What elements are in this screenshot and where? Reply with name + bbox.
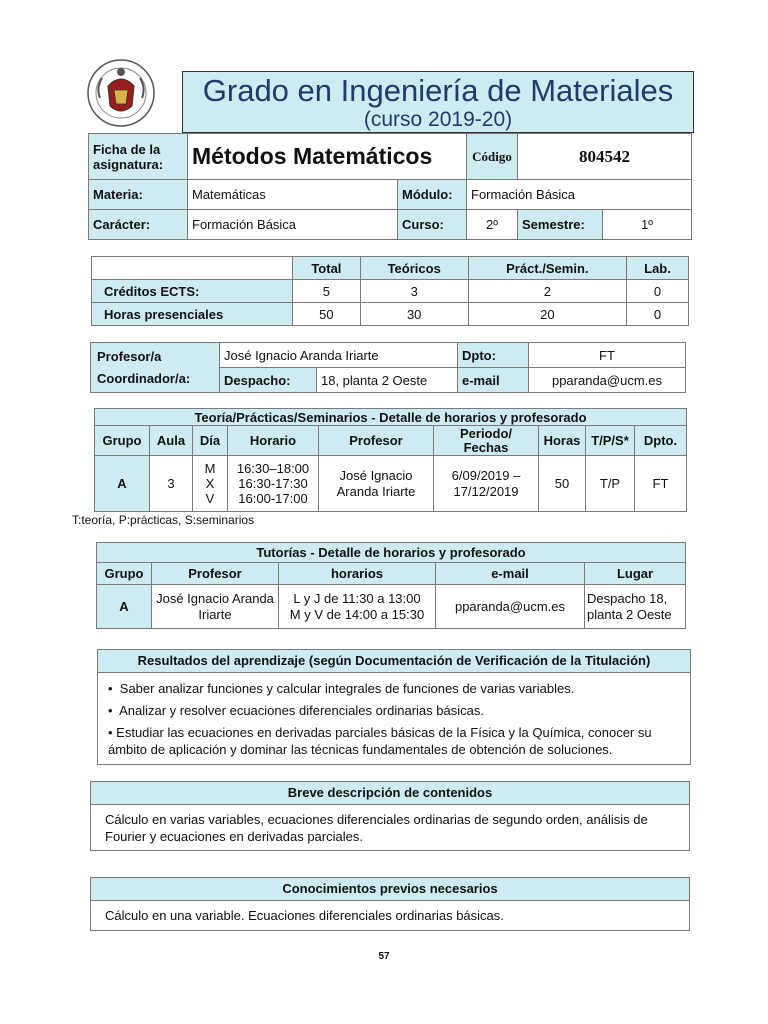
caracter-value: Formación Básica [188,210,398,240]
credits-cell: 5 [293,280,361,303]
university-seal-icon [86,58,156,128]
schedule-legend: T:teoría, P:prácticas, S:seminarios [72,513,255,527]
materia-value: Matemáticas [188,180,398,210]
credits-header: Lab. [627,257,689,280]
subject-name: Métodos Matemáticos [192,143,433,169]
credits-header: Teóricos [360,257,468,280]
schedule-type: T/P [586,456,635,512]
credits-cell: 30 [360,303,468,326]
credits-header: Total [293,257,361,280]
content-description-box [90,781,690,851]
schedule-time: 16:30-17:30 [238,476,308,491]
tutoring-group: A [97,585,152,629]
schedule-group: A [95,456,150,512]
subject-code: 804542 [518,134,692,180]
schedule-header: Periodo/ Fechas [434,426,539,456]
credits-row-label: Créditos ECTS: [92,280,293,303]
schedule-hours: 50 [539,456,586,512]
schedule-header: Día [193,426,228,456]
schedule-day: X [205,476,215,491]
label-email: e-mail [458,368,529,393]
coordinator-office: 18, planta 2 Oeste [317,368,458,393]
label-ficha: Ficha de la asignatura: [89,134,188,180]
schedule-room: 3 [150,456,193,512]
learning-outcome-item: • Estudiar las ecuaciones en derivadas parciales básicas de la Física y la Química, conocer su ámbito de aplicación y dominar las técnicas fundamentales de obtención de soluciones. [108,725,652,757]
content-description-title: Breve descripción de contenidos [91,782,689,805]
modulo-value: Formación Básica [467,180,692,210]
label-dpto: Dpto: [458,343,529,368]
curso-value: 2º [467,210,518,240]
prerequisites-text: Cálculo en una variable. Ecuaciones diferenciales ordinarias básicas. [105,908,504,923]
label-semestre: Semestre: [518,210,603,240]
credits-cell: 20 [468,303,626,326]
schedule-dept: FT [635,456,687,512]
schedule-header: T/P/S* [586,426,635,456]
tutoring-header: horarios [279,563,436,585]
degree-banner [182,71,694,133]
schedule-day: V [205,491,215,506]
credits-row-label: Horas presenciales [92,303,293,326]
label-despacho: Despacho: [220,368,317,393]
schedule-header: Horas [539,426,586,456]
credits-cell: 50 [293,303,361,326]
course-year: (curso 2019-20) [363,108,513,131]
coordinator-dpto: FT [529,343,686,368]
prerequisites-box [90,877,690,931]
credits-header: Práct./Semin. [468,257,626,280]
page-number: 57 [378,951,390,962]
learning-outcomes-box [97,649,691,765]
label-curso: Curso: [398,210,467,240]
tutoring-professor: José Ignacio Aranda Iriarte [152,585,279,629]
schedule-header: Profesor [319,426,434,456]
learning-outcome-item: • Analizar y resolver ecuaciones diferenciales ordinarias básicas. [108,703,484,718]
schedule-time: 16:00-17:00 [238,491,308,506]
tutoring-title: Tutorías - Detalle de horarios y profesorado [97,543,686,563]
tutoring-header: Lugar [585,563,686,585]
schedule-day: M [204,461,216,476]
schedule-table [94,408,687,512]
tutoring-hours: L y J de 11:30 a 13:00 [293,590,421,606]
coordinator-table [90,342,686,393]
label-codigo: Código [467,134,518,180]
credits-table [91,256,689,326]
subject-sheet-table [88,133,692,240]
schedule-header: Horario [228,426,319,456]
learning-outcome-item: • Saber analizar funciones y calcular integrales de funciones de varias variables. [108,681,575,696]
schedule-header: Aula [150,426,193,456]
learning-outcomes-title: Resultados del aprendizaje (según Documentación de Verificación de la Titulación) [98,650,690,673]
schedule-header: Dpto. [635,426,687,456]
tutoring-header: e-mail [436,563,585,585]
credits-cell: 3 [360,280,468,303]
schedule-period: 6/09/2019 – 17/12/2019 [434,456,539,512]
label-coordinador: Profesor/a Coordinador/a: [91,343,220,393]
label-materia: Materia: [89,180,188,210]
tutoring-table [96,542,686,629]
credits-cell: 0 [627,280,689,303]
credits-cell: 2 [468,280,626,303]
schedule-time: 16:30–18:00 [236,461,310,476]
label-caracter: Carácter: [89,210,188,240]
coordinator-name: José Ignacio Aranda Iriarte [220,343,458,368]
content-description-text: Cálculo en varias variables, ecuaciones diferenciales ordinarias de segundo orden, análisis de Fourier y ecuaciones en derivadas parciales. [105,812,648,844]
label-modulo: Módulo: [398,180,467,210]
tutoring-header: Grupo [97,563,152,585]
tutoring-header: Profesor [152,563,279,585]
degree-title: Grado en Ingeniería de Materiales [202,73,674,108]
prerequisites-title: Conocimientos previos necesarios [91,878,689,901]
schedule-header: Grupo [95,426,150,456]
coordinator-email[interactable]: pparanda@ucm.es [529,368,686,393]
tutoring-hours: M y V de 14:00 a 15:30 [289,606,425,622]
schedule-professor: José Ignacio Aranda Iriarte [319,456,434,512]
schedule-title: Teoría/Prácticas/Seminarios - Detalle de horarios y profesorado [95,409,687,426]
semestre-value: 1º [603,210,692,240]
tutoring-place: Despacho 18, planta 2 Oeste [585,585,686,629]
tutoring-email[interactable]: pparanda@ucm.es [436,585,585,629]
credits-cell: 0 [627,303,689,326]
